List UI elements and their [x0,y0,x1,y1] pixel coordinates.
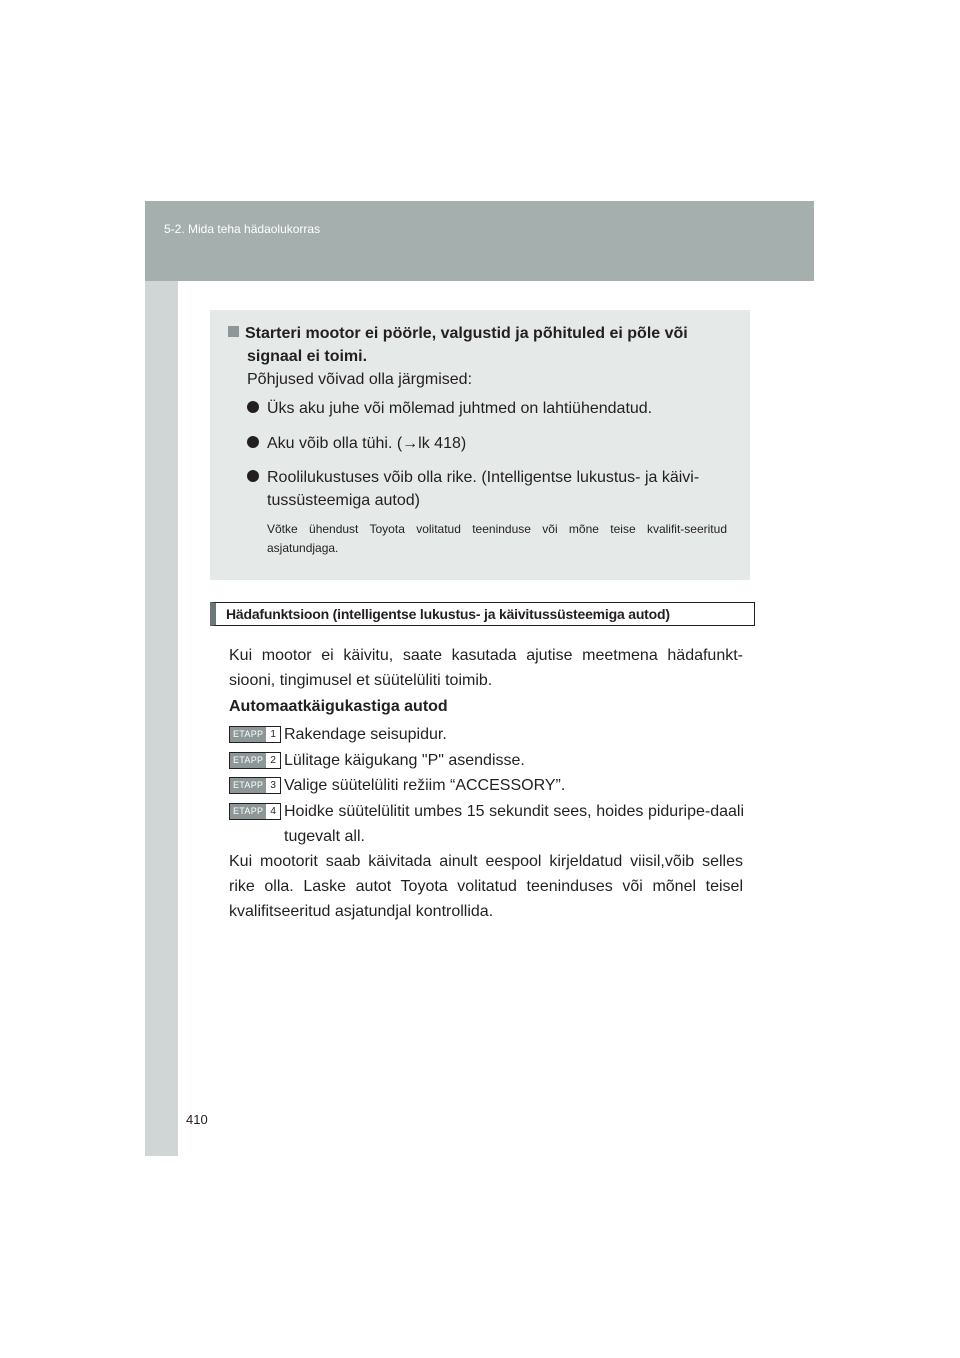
section-title: 5-2. Mida teha hädaolukorras [164,222,321,236]
info-box-title [228,322,728,368]
section-heading [210,602,755,626]
side-band [145,281,178,1156]
step-text: Hoidke süütelülitit umbes 15 sekundit sees, hoides piduripe-daali tugevalt all. [284,803,744,845]
list-item [247,466,731,512]
step-text: Rakendage seisupidur. [284,726,447,743]
bullet-dot-icon [247,436,259,448]
info-box [210,310,750,580]
step-badge [229,803,281,820]
page-number: 410 [186,1112,208,1127]
step-badge-number: 1 [270,729,276,740]
step-badge-label: ETAPP [230,753,266,768]
info-box-note: Võtke ühendust Toyota volitatud teeninduse või mõne teise kvalifit-seeritud asjatundjaga. [267,522,727,555]
list-item [247,397,731,420]
list-item [247,432,731,455]
subheading: Automaatkäigukastiga autod [229,698,448,715]
section-outro: Kui mootorit saab käivitada ainult eespool kirjeldatud viisil,võib selles rike olla. Laske autot Toyota volitatud teeninduses või mõnel teisel kvalifitseeritud asjatundjal kontrollida. [229,853,743,920]
square-bullet-icon [228,326,239,337]
info-box-title-line1: Starteri mootor ei pöörle, valgustid ja põhituled ei põle või [245,325,688,342]
bullet-dot-icon [247,401,259,413]
list-item-text-continued: tussüsteemiga autod) [267,492,420,509]
step-badge [229,777,281,794]
step-badge-number: 4 [270,806,276,817]
step-badge-label: ETAPP [230,778,266,793]
section-intro: Kui mootor ei käivitu, saate kasutada ajutise meetmena hädafunkt-siooni, tingimusel et süütelüliti toimib. [229,647,743,689]
step-badge [229,752,281,769]
header-band [145,201,814,281]
step-badge-number: 2 [270,755,276,766]
step-badge [229,726,281,743]
step-text: Lülitage käigukang "P" asendisse. [284,752,525,769]
step-text: Valige süütelüliti režiim “ACCESSORY”. [284,777,566,794]
step-badge-label: ETAPP [230,804,266,819]
bullet-dot-icon [247,470,259,482]
step-badge-label: ETAPP [230,727,266,742]
info-box-intro: Põhjused võivad olla järgmised: [247,371,473,388]
list-item-text: Roolilukustuses võib olla rike. (Intelligentse lukustus- ja käivi- [267,469,700,486]
list-item-text: Aku võib olla tühi. (→lk 418) [267,435,467,452]
list-item-text: Üks aku juhe või mõlemad juhtmed on lahtiühendatud. [267,400,653,417]
info-box-title-line2: signaal ei toimi. [247,348,368,365]
section-heading-text: Hädafunktsioon (intelligentse lukustus- ja käivitussüsteemiga autod) [226,606,670,622]
step-badge-number: 3 [270,780,276,791]
